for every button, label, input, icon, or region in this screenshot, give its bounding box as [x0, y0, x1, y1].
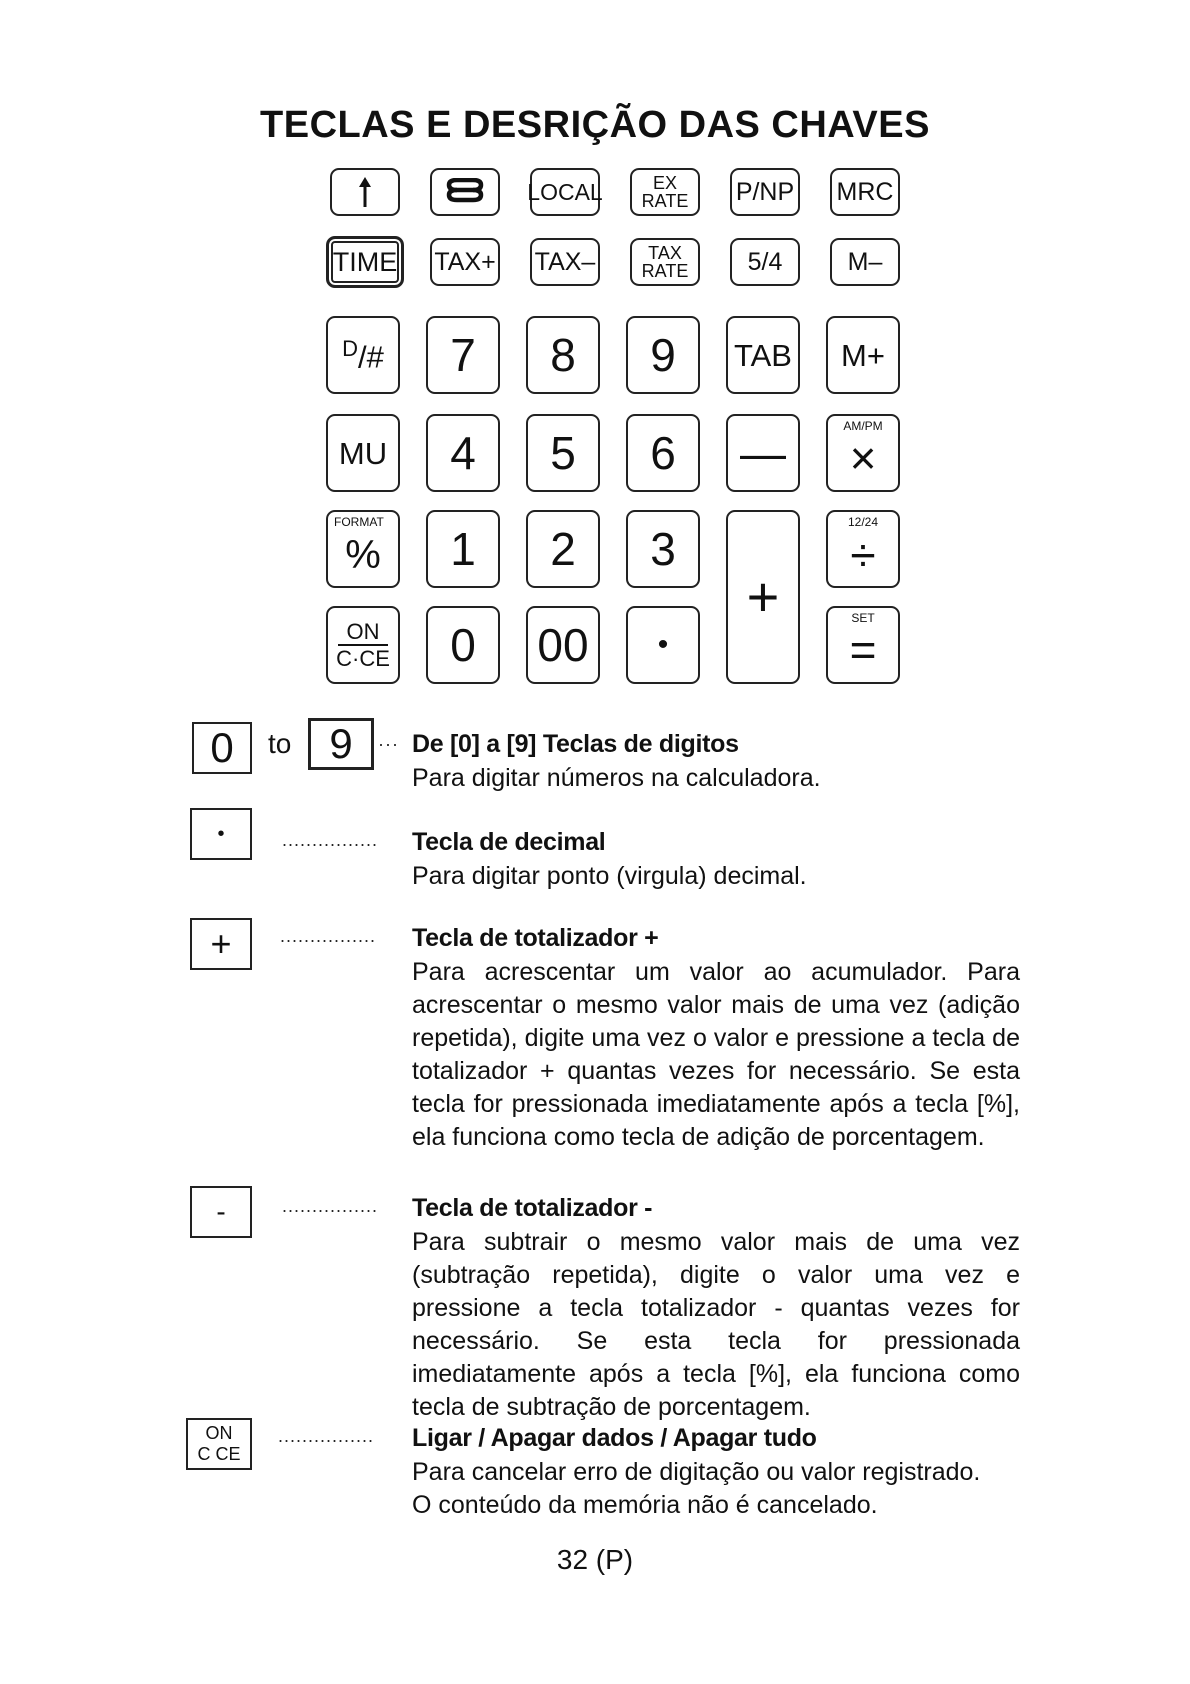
- equals-key-label: =: [849, 624, 877, 676]
- ex-rate-key[interactable]: [630, 168, 700, 216]
- ex-rate-key-label-top: EX: [652, 173, 677, 193]
- decimal-point-label: •: [657, 628, 669, 661]
- description-body: Para digitar números na calculadora.: [412, 764, 821, 792]
- digit-4-label: 4: [450, 427, 476, 479]
- mini-c-ce-label: C CE: [197, 1444, 241, 1464]
- description-body-line-2: O conteúdo da memória não é cancelado.: [412, 1491, 878, 1519]
- digit-0-label: 0: [450, 619, 476, 671]
- on-label: ON: [346, 618, 380, 644]
- memory-minus-key[interactable]: [830, 238, 900, 286]
- on-clear-key[interactable]: [326, 606, 400, 684]
- leader-dots: ................: [280, 926, 377, 946]
- paper-roll-key[interactable]: [430, 168, 500, 216]
- digit-7-key[interactable]: [426, 316, 500, 394]
- tax-minus-key-label: TAX–: [534, 247, 596, 276]
- plus-key-label: +: [746, 565, 780, 628]
- time-key-label: TIME: [332, 246, 398, 277]
- mini-key-9: 9: [308, 718, 374, 770]
- memory-recall-key[interactable]: [830, 168, 900, 216]
- multiply-key-label: ×: [849, 432, 877, 484]
- digit-5-label: 5: [550, 427, 576, 479]
- mini-key-decimal: •: [190, 808, 252, 860]
- mini-key-plus: +: [190, 918, 252, 970]
- description-body: Para subtrair o mesmo valor mais de uma vez (subtração repetida), digite o valor uma vez e pressione a tecla totalizador - quantas vezes for necessário. Se esta tecla for pressionada imediatamente após a tecla [%], ela funciona como tecla de subtração de porcentagem.: [412, 1228, 1020, 1421]
- c-ce-label: C·CE: [336, 646, 390, 671]
- description-body: Para digitar ponto (virgula) decimal.: [412, 862, 807, 890]
- format-label: FORMAT: [334, 515, 384, 529]
- double-zero-label: 00: [537, 619, 589, 671]
- tax-plus-key[interactable]: [430, 238, 500, 286]
- divide-key[interactable]: [826, 510, 900, 588]
- pnp-key-label: P/NP: [735, 177, 795, 206]
- description-body-line-1: Para cancelar erro de digitação ou valor registrado.: [412, 1458, 981, 1486]
- mini-on-label: ON: [205, 1423, 233, 1444]
- five-four-key-label: 5/4: [747, 247, 783, 276]
- markup-key[interactable]: [326, 414, 400, 492]
- digit-8-key[interactable]: [526, 316, 600, 394]
- memory-plus-key[interactable]: [826, 316, 900, 394]
- tax-rate-key-label-bottom: RATE: [641, 261, 689, 281]
- mini-key-on-clear: [186, 1418, 252, 1470]
- decimal-point-key[interactable]: [626, 606, 700, 684]
- digit-2-label: 2: [550, 523, 576, 575]
- tax-rate-key[interactable]: [630, 238, 700, 286]
- paper-feed-icon: [443, 178, 487, 206]
- digit-7-label: 7: [450, 329, 476, 381]
- double-zero-key[interactable]: [526, 606, 600, 684]
- minus-key-label: —: [740, 427, 786, 479]
- digit-3-label: 3: [650, 523, 676, 575]
- tab-key[interactable]: [726, 316, 800, 394]
- mu-key-label: MU: [338, 435, 388, 471]
- digit-6-key[interactable]: [626, 414, 700, 492]
- description-title: Tecla de totalizador +: [412, 924, 659, 952]
- decimal-place-key[interactable]: [326, 316, 400, 394]
- percent-key-label: %: [345, 533, 381, 577]
- digit-5-key[interactable]: [526, 414, 600, 492]
- digit-4-key[interactable]: [426, 414, 500, 492]
- multiply-key[interactable]: [826, 414, 900, 492]
- page-number: 32 (P): [556, 1544, 634, 1575]
- local-key-label: LOCAL: [527, 178, 603, 205]
- rounding-5-4-key[interactable]: [730, 238, 800, 286]
- up-arrow-icon: [358, 177, 372, 207]
- add-key[interactable]: [726, 510, 800, 684]
- leader-dots: ···: [378, 734, 399, 754]
- digit-6-label: 6: [650, 427, 676, 479]
- 12-24-label: 12/24: [847, 515, 879, 529]
- tax-minus-key[interactable]: [530, 238, 600, 286]
- leader-dots: ................: [282, 830, 379, 850]
- m-plus-key-label: M+: [841, 337, 885, 373]
- description-body: Para acrescentar um valor ao acumulador. Para acrescentar o mesmo valor mais de uma vez (adição repetida), digite uma vez o valor e pressione a tecla de totalizador + quantas vezes for necessário. Se esta tecla for pressionada imediatamente após a tecla [%], ela funciona como tecla de adição de porcentagem.: [412, 958, 1020, 1151]
- percent-key[interactable]: [326, 510, 400, 588]
- am-pm-label: AM/PM: [843, 419, 883, 433]
- digit-1-key[interactable]: [426, 510, 500, 588]
- tax-rate-key-label-top: TAX: [648, 243, 682, 263]
- time-key[interactable]: [326, 236, 404, 288]
- paper-feed-up-key[interactable]: [330, 168, 400, 216]
- mini-key-minus: -: [190, 1186, 252, 1238]
- subtract-key[interactable]: [726, 414, 800, 492]
- divide-key-label: ÷: [850, 529, 876, 581]
- m-minus-key-label: M–: [847, 247, 883, 276]
- set-label: SET: [851, 611, 875, 625]
- description-title: De [0] a [9] Teclas de digitos: [412, 730, 739, 758]
- leader-dots: ................: [278, 1426, 375, 1446]
- local-key[interactable]: [527, 168, 603, 216]
- digit-0-key[interactable]: [426, 606, 500, 684]
- tax-plus-key-label: TAX+: [434, 247, 496, 276]
- tab-key-label: TAB: [734, 337, 792, 373]
- mrc-key-label: MRC: [836, 177, 894, 206]
- leader-dots: ................: [282, 1196, 379, 1216]
- digit-8-label: 8: [550, 329, 576, 381]
- digit-2-key[interactable]: [526, 510, 600, 588]
- mini-key-0: 0: [192, 722, 252, 774]
- digit-3-key[interactable]: [626, 510, 700, 588]
- page-title: TECLAS E DESRIÇÃO DAS CHAVES: [260, 104, 930, 146]
- print-nonprint-key[interactable]: [730, 168, 800, 216]
- digit-9-label: 9: [650, 329, 676, 381]
- description-title: Tecla de decimal: [412, 828, 606, 856]
- equals-key[interactable]: [826, 606, 900, 684]
- digit-9-key[interactable]: [626, 316, 700, 394]
- d-hash-key-label: $^D$/#: [342, 335, 384, 375]
- description-title: Ligar / Apagar dados / Apagar tudo: [412, 1424, 817, 1452]
- digit-1-label: 1: [450, 523, 476, 575]
- description-title: Tecla de totalizador -: [412, 1194, 653, 1222]
- ex-rate-key-label-bottom: RATE: [641, 191, 689, 211]
- to-word: to: [268, 728, 292, 759]
